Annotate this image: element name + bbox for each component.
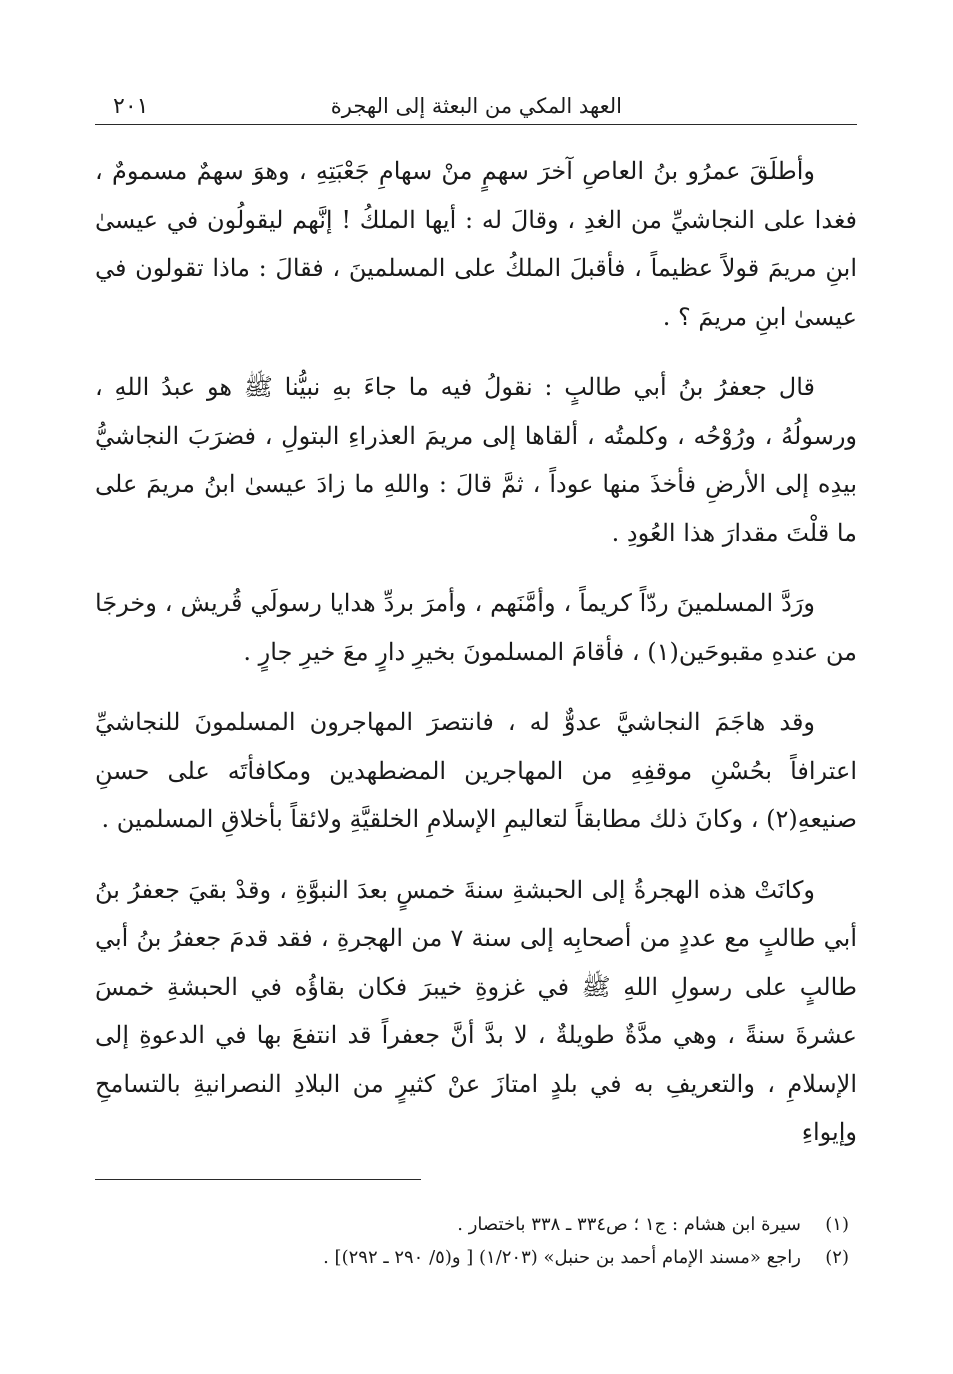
footnote-separator [95,1179,421,1180]
footnote-text: سيرة ابن هشام : ج١ ؛ ص٣٣٤ ـ ٣٣٨ باختصار . [457,1213,801,1235]
footnote-number: (١) [825,1213,849,1235]
paragraph: وكانَتْ هذه الهجرةُ إلى الحبشةِ سنةَ خمسٍ بعدَ النبوَّةِ ، وقدْ بقيَ جعفرُ بنُ أبي طالبٍ مع عددٍ من أصحابِه إلى سنة ٧ من الهجرةِ ، فقد قدمَ جعفرُ بنُ أبي طالبٍ على رسولِ اللهِ ﷺ في غزوةِ خيبرَ فكان بقاؤُه في الحبشةِ خمسَ عشرةَ سنةً ، وهي مدَّةٌ طويلةٌ ، لا بدَّ أنَّ جعفراً قد انتفعَ بها في الدعوةِ إلى الإسلامِ ، والتعريفِ به في بلدٍ امتازَ عنْ كثيرٍ من البلادِ النصرانيةِ بالتسامحِ وإيواءِ [95,875,857,1146]
footnote [95,1208,849,1241]
page-header [95,80,857,125]
page-number: ٢٠١ [113,94,149,119]
paragraph: ورَدَّ المسلمينَ ردّاً كريماً ، وأمَّنَهم ، وأمرَ بردِّ هدايا رسولَي قُريش ، وخرجَا من عندهِ مقبوحَين(١) ، فأقامَ المسلمونَ بخيرِ دارٍ معَ خيرِ جارٍ . [95,589,857,666]
running-title: العهد المكي من البعثة إلى الهجرة [330,94,622,118]
paragraph: قال جعفرُ بنُ أبي طالبٍ : نقولُ فيه ما جاءَ بهِ نبيُّنا ﷺ هو عبدُ اللهِ ، ورسولُهُ ، ورُوْحُه ، وكلمتُه ، ألقاها إلى مريمَ العذراءِ البتولِ ، فضرَبَ النجاشيُّ بيدِه إلى الأرضِ فأخذَ منها عوداً ، ثمَّ قالَ : واللهِ ما زادَ عيسىٰ ابنُ مريمَ على ما قلْتَ مقدارَ هذا العُودِ . [95,373,857,547]
footnote [95,1241,849,1274]
book-page [95,80,857,1300]
paragraph: وقد هاجَمَ النجاشيَّ عدوٌّ له ، فانتصرَ المهاجرون المسلمونَ للنجاشيِّ اعترافاً بحُسْنِ موقفِهِ من المهاجرين المضطهدين ومكافأتَه على حسنِ صنيعهِ(٢) ، وكانَ ذلك مطابقاً لتعاليمِ الإسلامِ الخلقيَّةِ ولائقاً بأخلاقِ المسلمين . [95,708,857,833]
footnote-text: راجع «مسند الإمام أحمد بن حنبل» (١/٢٠٣) [ و(٥/ ٢٩٠ ـ ٢٩٢)] . [323,1246,801,1268]
footnote-number: (٢) [825,1246,849,1268]
body-text [95,147,857,1157]
footnotes [95,1208,857,1274]
paragraph: وأطلَقَ عمرُو بنُ العاصِ آخرَ سهمٍ منْ سهامِ جَعْبَتِهِ ، وهوَ سهمٌ مسمومٌ ، فغدا على النجاشيِّ من الغدِ ، وقالَ له : أيها الملكُ ! إنَّهم ليقولُون في عيسىٰ ابنِ مريمَ قولاً عظيماً ، فأقبلَ الملكُ على المسلمينَ ، فقالَ : ماذا تقولون في عيسىٰ ابنِ مريمَ ؟ . [95,157,857,331]
